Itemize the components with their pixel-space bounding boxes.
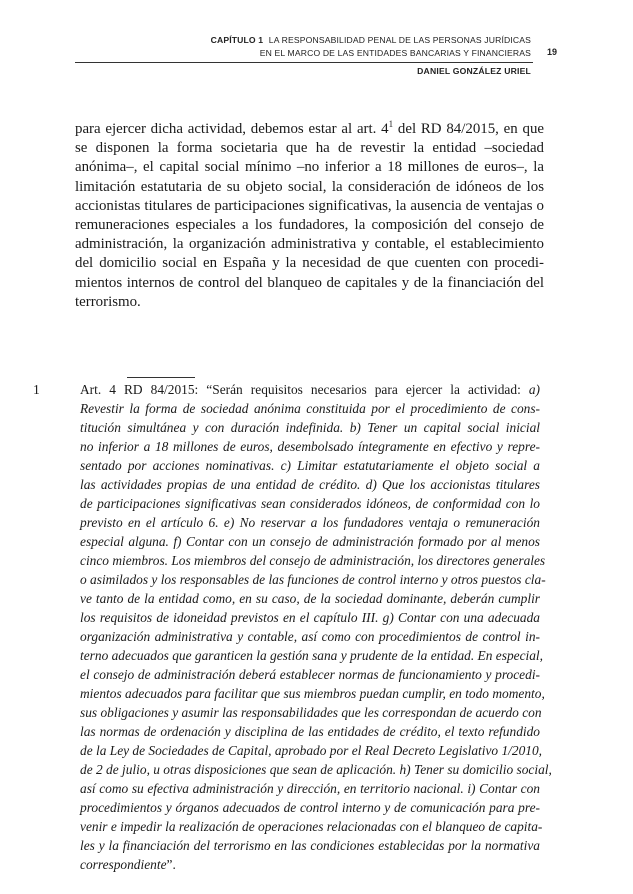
footnote-italic-text: especial alguna. f) Contar con un consejo de administración formado por al menos <box>80 534 540 549</box>
footnote-italic-text: así como su efectiva administración y dirección, en territorio nacional. i) Contar con <box>80 781 540 796</box>
footnote-line <box>80 532 540 551</box>
footnote-line <box>80 551 546 570</box>
footnote-roman-text: Art. 4 RD 84/2015: “Serán requisitos necesarios para ejercer la actividad: <box>80 382 529 397</box>
running-header <box>0 0 633 90</box>
footnote-line <box>80 722 540 741</box>
chapter-title-line-1: LA RESPONSABILIDAD PENAL DE LAS PERSONAS JURÍDICAS <box>268 35 531 45</box>
footnote-line <box>80 380 540 399</box>
footnote-line <box>80 475 540 494</box>
footnote-line <box>80 456 540 475</box>
footnote-rule <box>127 377 195 378</box>
footnote-italic-text: correspondiente <box>80 857 167 872</box>
footnote-italic-text: los requisitos de idoneidad previstos en el capítulo III. g) Contar con una adecuada <box>80 610 540 625</box>
footnote-italic-text: no inferior a 18 millones de euros, desembolsado íntegramente en efectivo y repre- <box>80 439 540 454</box>
footnote-line <box>80 570 546 589</box>
footnote-line <box>80 608 540 627</box>
body-paragraph <box>75 120 544 312</box>
footnote-italic-text: organización administrativa y contable, así como con procedimientos de control in- <box>80 629 540 644</box>
footnote-italic-text: terno adecuados que garanticen la gestión sana y prudente de la entidad. En especial, <box>80 648 544 663</box>
footnote-italic-text: mientos adecuados para facilitar que sus miembros puedan cumplir, en todo momento, <box>80 686 545 701</box>
footnote-line <box>80 589 540 608</box>
footnote-line <box>80 741 543 760</box>
footnote-line <box>80 513 540 532</box>
footnote-closing-quote: ”. <box>166 857 176 872</box>
footnote-italic-text: o asimilados y los responsables de las funciones de control interno y otros puestos cla- <box>80 572 546 587</box>
footnote-line <box>80 760 552 779</box>
footnote-italic-text: cinco miembros. Los miembros del consejo de administración, los directores generales <box>80 553 546 568</box>
chapter-label: CAPÍTULO 1 <box>210 35 264 45</box>
footnote-line <box>80 855 540 874</box>
body-text-start: para ejercer dicha actividad, debemos estar al art. 4 <box>75 121 389 137</box>
footnote-italic-text: de 2 de julio, u otras disposiciones que sean de aplicación. h) Tener su domicilio social, <box>80 762 552 777</box>
chapter-title-line-2: EN EL MARCO DE LAS ENTIDADES BANCARIAS Y FINANCIERAS <box>259 48 531 58</box>
footnote-line <box>80 418 540 437</box>
header-divider <box>75 62 533 63</box>
footnote-italic-text: las actividades propias de una entidad de crédito. d) Que los accionistas titulares <box>80 477 540 492</box>
footnote-italic-text: a) <box>528 382 540 397</box>
footnote-line <box>80 779 540 798</box>
footnote-italic-text: previsto en el artículo 6. e) No reservar a los fundadores ventaja o remuneración <box>80 515 540 530</box>
footnote-line <box>80 665 540 684</box>
footnote-line <box>80 836 540 855</box>
chapter-heading-line-2 <box>260 48 531 58</box>
footnote <box>33 380 553 872</box>
footnote-reference[interactable]: 1 <box>388 119 394 130</box>
footnote-italic-text: de la Ley de Sociedades de Capital, aprobado por el Real Decreto Legislativo 1/2010, <box>80 743 543 758</box>
footnote-italic-text: Revestir la forma de sociedad anónima constituida por el procedimiento de cons- <box>80 401 540 416</box>
footnote-line <box>80 798 540 817</box>
footnote-text <box>80 380 552 874</box>
footnote-italic-text: el consejo de administración deberá establecer normas de funcionamiento y procedi- <box>80 667 540 682</box>
footnote-line <box>80 646 544 665</box>
page-number: 19 <box>546 47 557 57</box>
footnote-italic-text: titución simultánea y con duración indefinida. b) Tener un capital social inicial <box>80 420 540 435</box>
footnote-line <box>80 627 540 646</box>
footnote-line <box>80 817 543 836</box>
footnote-italic-text: les y la financiación del terrorismo en las condiciones establecidas por la normativa <box>80 838 540 853</box>
footnote-line <box>80 494 540 513</box>
footnote-italic-text: sus obligaciones y asumir las responsabilidades que les correspondan de acuerdo con <box>80 705 542 720</box>
footnote-italic-text: procedimientos y órganos adecuados de control interno y de comunicación para pre- <box>80 800 540 815</box>
footnote-italic-text: ve tanto de la entidad como, en su caso, de la sociedad dominante, deberán cumplir <box>80 591 540 606</box>
footnote-italic-text: de participaciones significativas sean considerados idóneos, de conformidad con lo <box>80 496 540 511</box>
footnote-line <box>80 399 540 418</box>
chapter-heading-line-1 <box>211 35 531 45</box>
footnote-italic-text: sentado por acciones nominativas. c) Limitar estatutariamente el objeto social a <box>80 458 540 473</box>
footnote-line <box>80 703 540 722</box>
footnote-italic-text: venir e impedir la realización de operaciones relacionadas con el blanqueo de capita- <box>80 819 543 834</box>
footnote-number: 1 <box>33 382 40 397</box>
footnote-italic-text: las normas de ordenación y disciplina de las entidades de crédito, el texto refundido <box>80 724 540 739</box>
author-name: DANIEL GONZÁLEZ URIEL <box>417 66 531 76</box>
footnote-line <box>80 437 540 456</box>
body-text-rest: del RD 84/2015, en que se disponen la forma societaria que ha de revestir la entidad –sociedad anónima–, el capital social mínimo –no inferior a 18 millones de euros–, la limitación estatutaria de su objeto social, la consideración de idóneos de los accionistas titulares de participaciones significativas, la ausencia de ventajas o remuneraciones especiales a los fundadores, la composición del consejo de administración, la organización administrativa y contable, el establecimiento del domicilio social en España y la necesidad de que cuenten con procedimientos internos de control del blanqueo de capitales y de la financiación del terrorismo. <box>75 121 544 310</box>
footnote-line <box>80 684 545 703</box>
